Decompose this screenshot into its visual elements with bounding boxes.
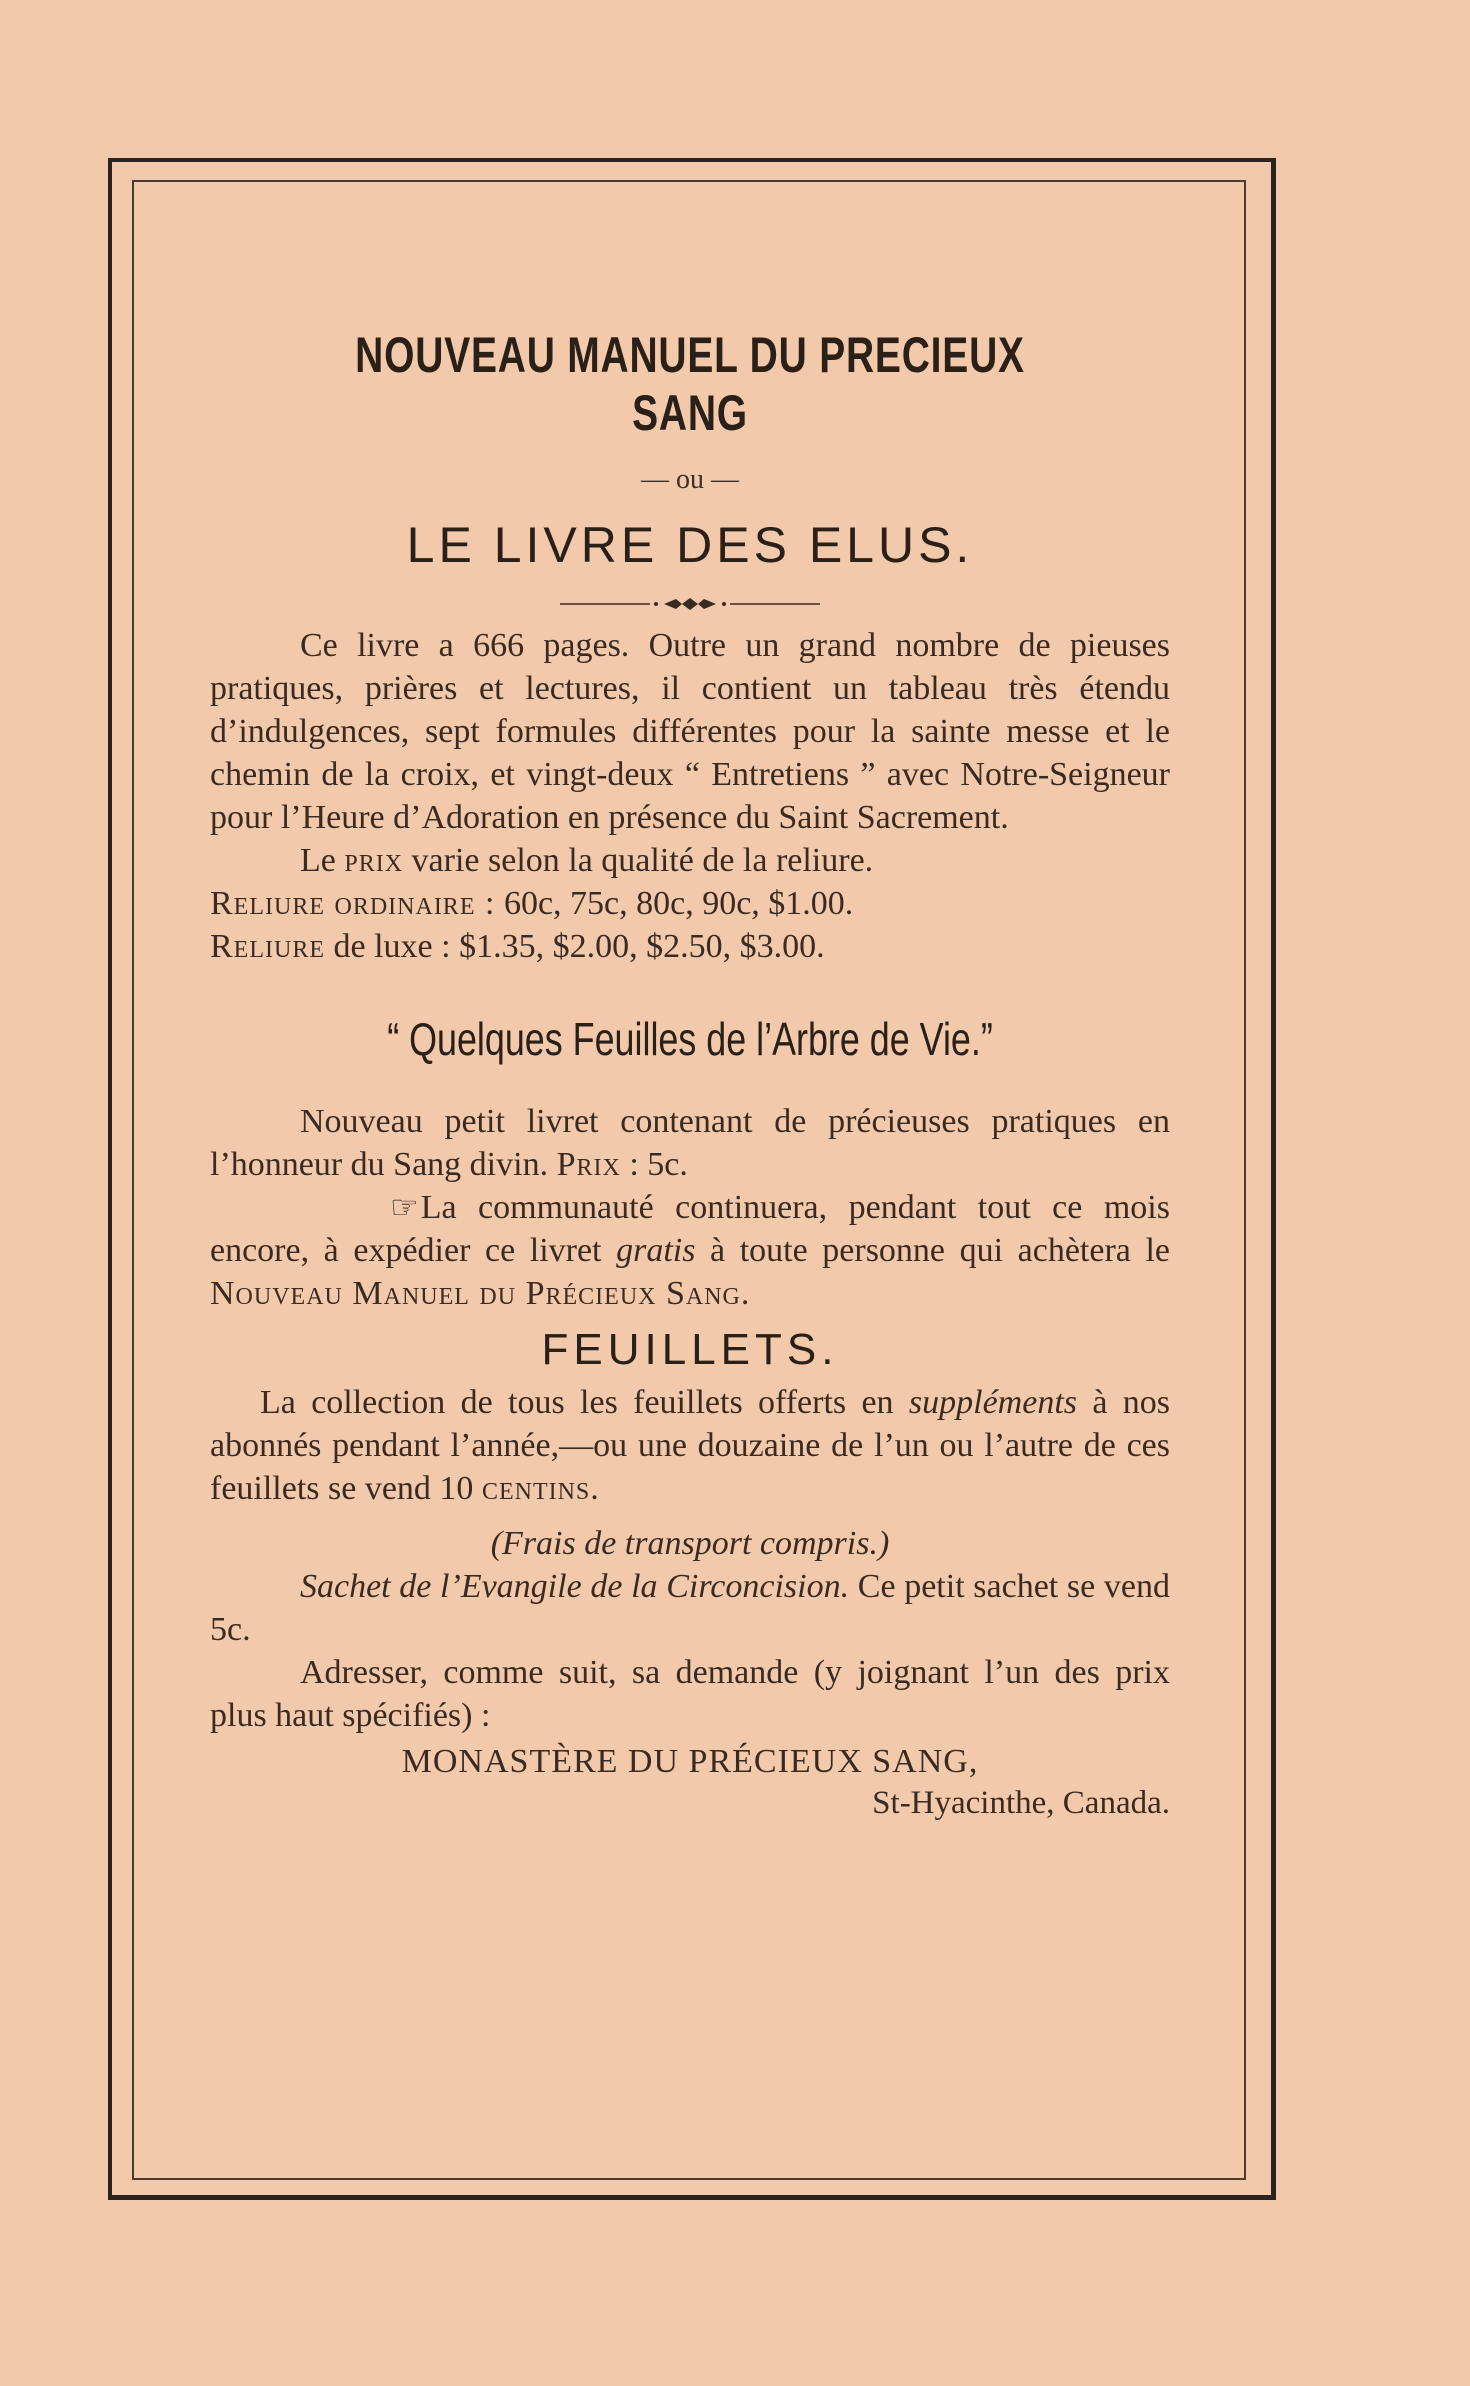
notice-gratis: gratis — [616, 1232, 696, 1269]
leaflets-text-b: à nos abonnés pendant l’année,—ou une douzaine de l’un ou l’autre de ces feuillets se vend 10 — [210, 1384, 1171, 1507]
leaflets-centins: centins — [481, 1470, 591, 1507]
sachet-text: Ce petit sachet se vend 5c. — [210, 1568, 1170, 1648]
notice-text-b: à toute personne qui achètera le — [695, 1232, 1170, 1269]
ordinary-binding-prices: 60c, 75c, 80c, 90c, $1.00. — [495, 885, 854, 922]
transport-note: (Frais de transport compris.) — [490, 1525, 890, 1562]
booklet-title: “ Quelques Feuilles de l’Arbre de Vie.” — [387, 1013, 993, 1065]
booklet-description — [210, 1100, 1170, 1186]
leaflets-text-a: La collection de tous les feuillets offerts en — [260, 1384, 909, 1421]
notice-book-name: Nouveau Manuel du Précieux Sang — [210, 1275, 741, 1312]
book-title: NOUVEAU MANUEL DU PRECIEUX SANG — [355, 327, 1025, 441]
address-line-1: MONASTÈRE DU PRÉCIEUX SANG, — [401, 1743, 979, 1780]
price-label: prix — [344, 842, 404, 879]
page-content — [210, 310, 1170, 1822]
leaflets-text-c: . — [590, 1470, 599, 1507]
booklet-price-label: Prix — [556, 1146, 621, 1183]
leaflets-title: FEUILLETS. — [541, 1325, 839, 1374]
ordinary-binding-label: Reliure ordinaire : — [210, 885, 496, 922]
luxury-binding-prices: de luxe : $1.35, $2.00, $2.50, $3.00. — [325, 928, 825, 965]
luxury-binding-label: Reliure — [210, 928, 325, 965]
address-instructions: Adresser, comme suit, sa demande (y joignant l’un des prix plus haut spécifiés) : — [210, 1654, 1170, 1734]
address-line-2: St-Hyacinthe, Canada. — [872, 1785, 1170, 1821]
notice-text-a: La communauté continuera, pendant tout ce mois encore, à expédier ce livret — [210, 1189, 1170, 1269]
pointing-hand-icon: ☞ — [390, 1189, 419, 1225]
ordinary-binding-line — [210, 882, 1170, 925]
book-subtitle: LE LIVRE DES ELUS. — [406, 517, 974, 573]
price-paragraph — [210, 839, 1170, 882]
luxury-binding-line — [210, 925, 1170, 968]
intro-paragraph: Ce livre a 666 pages. Outre un grand nombre de pieuses pratiques, prières et lectures, il contient un tableau très étendu d’indulgences, sept formules différentes pour la sainte messe et le chemin de la croix, et vingt-deux “ Entretiens ” avec Notre-Seigneur pour l’Heure d’Adoration en présence du Saint Sacrement. — [210, 627, 1170, 836]
notice-text-c: . — [740, 1275, 750, 1312]
sachet-paragraph — [210, 1565, 1170, 1651]
ou-separator: — ou — — [641, 464, 739, 495]
booklet-notice — [210, 1186, 1170, 1315]
leaflets-supplements: suppléments — [908, 1384, 1077, 1421]
price-text-b: varie selon la qualité de la reliure. — [403, 842, 874, 879]
booklet-desc-b: : 5c. — [620, 1146, 688, 1183]
leaflets-paragraph — [210, 1381, 1170, 1510]
ornament-divider-icon — [560, 594, 820, 614]
booklet-desc-a: Nouveau petit livret contenant de précieuses pratiques en l’honneur du Sang divin. — [210, 1103, 1170, 1183]
sachet-title: Sachet de l’Evangile de la Circoncision. — [300, 1568, 850, 1605]
price-text-a: Le — [300, 842, 345, 879]
